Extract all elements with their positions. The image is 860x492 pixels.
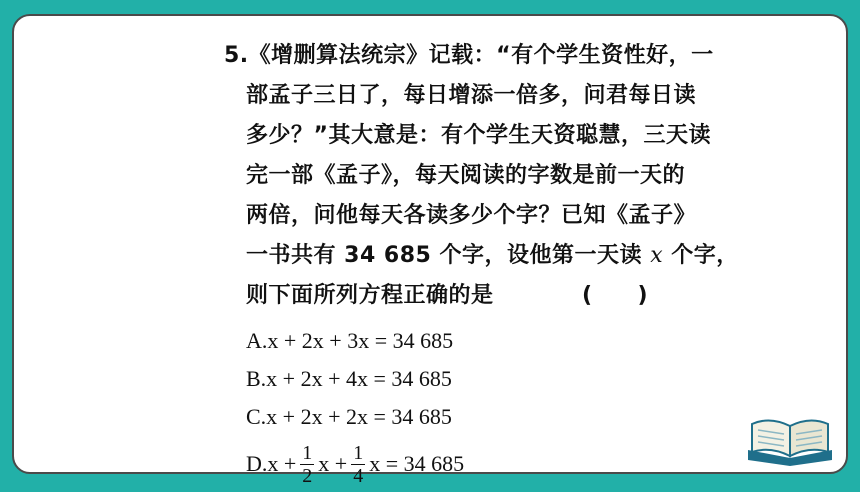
question-stem: 则下面所列方程正确的是 bbox=[246, 283, 494, 308]
problem-line-6 bbox=[224, 236, 739, 276]
fraction-one-quarter bbox=[351, 442, 365, 487]
fraction-numerator: 1 bbox=[353, 441, 364, 464]
option-c: C.x + 2x + 2x = 34 685 bbox=[246, 404, 452, 429]
problem-text bbox=[224, 36, 739, 492]
fraction-numerator: 1 bbox=[302, 441, 313, 464]
option-b: B.x + 2x + 4x = 34 685 bbox=[246, 366, 452, 391]
open-book-icon bbox=[740, 410, 840, 468]
problem-line-5: 两倍，问他每天各读多少个字？已知《孟子》 bbox=[246, 203, 697, 228]
option-d-suffix: x = 34 685 bbox=[369, 451, 465, 476]
variable-x: x bbox=[650, 243, 664, 268]
option-d-prefix: D.x + bbox=[246, 451, 297, 476]
fraction-denominator: 4 bbox=[353, 464, 364, 487]
option-d-mid: x + bbox=[318, 451, 348, 476]
option-a: A.x + 2x + 3x = 34 685 bbox=[246, 328, 454, 353]
fraction-denominator: 2 bbox=[302, 464, 313, 487]
problem-line-7 bbox=[224, 276, 684, 316]
option-d bbox=[224, 436, 684, 492]
problem-line-4: 完一部《孟子》，每天阅读的字数是前一天的 bbox=[246, 163, 686, 188]
slide-frame bbox=[12, 14, 848, 487]
fraction-one-half bbox=[300, 442, 314, 487]
problem-line-1: 5.《增删算法统宗》记载：“有个学生资性好，一 bbox=[224, 43, 714, 68]
line6-text-b: 个字， bbox=[663, 243, 739, 268]
problem-line-3: 多少？”其大意是：有个学生天资聪慧，三天读 bbox=[246, 123, 711, 148]
line6-text-a: 一书共有 34 685 个字，设他第一天读 bbox=[246, 243, 651, 268]
answer-blank: ( ) bbox=[582, 283, 649, 308]
problem-line-2: 部孟子三日了，每日增添一倍多，问君每日读 bbox=[246, 83, 697, 108]
